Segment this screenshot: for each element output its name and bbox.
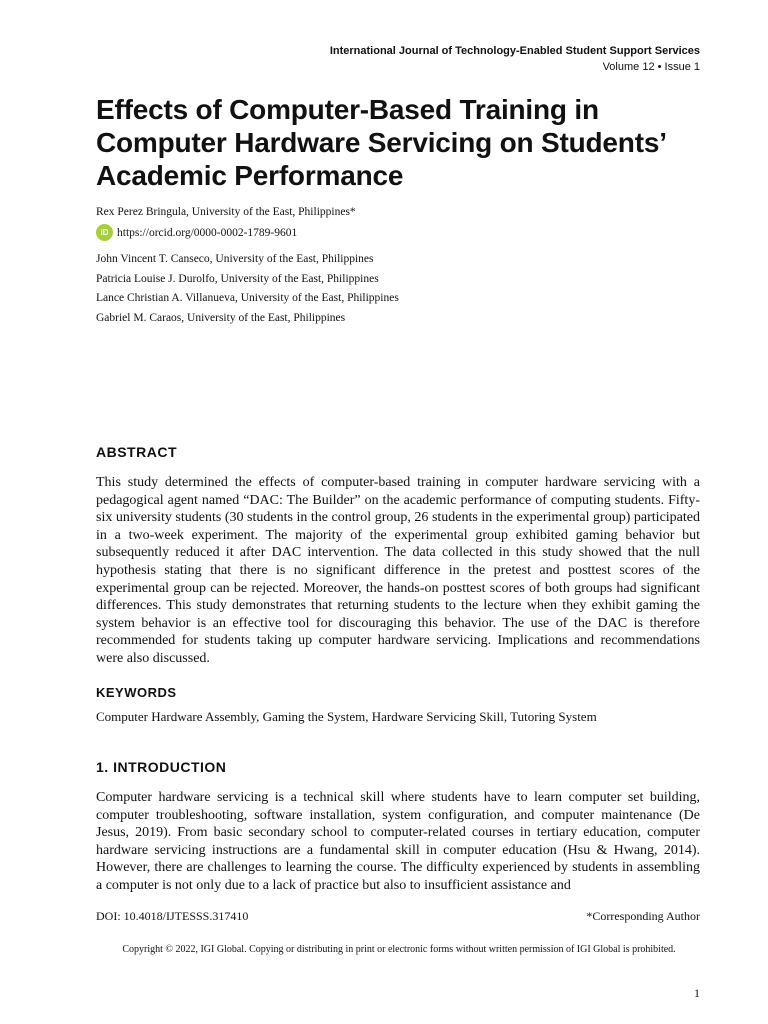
doi: DOI: 10.4018/IJTESSS.317410 [96, 909, 249, 923]
keywords-text: Computer Hardware Assembly, Gaming the System, Hardware Servicing Skill, Tutoring System [96, 709, 597, 724]
abstract-heading: ABSTRACT [96, 444, 177, 460]
orcid-link[interactable]: https://orcid.org/0000-0002-1789-9601 [117, 226, 298, 239]
abstract-text: This study determined the effects of computer-based training in computer hardware servicing with a pedagogical agent named “DAC: The Builder” on the academic performance of computing students. Fifty-six university students (30 students in the control group, 26 students in the experimental group) participated in a two-week experiment. The majority of the experimental group exhibited gaming behavior but subsequently reduced it after DAC intervention. The data collected in this study showed that the null hypothesis stating that there is no significant difference in the pretest and posttest scores of the experimental group can be rejected. Moreover, the hands-on posttest scores of both groups had significant differences. This study demonstrates that returning students to the lecture when they exhibit gaming the system behavior is an effective tool for discouraging this behavior. The use of the DAC is therefore recommended for students taking up computer hardware servicing. Implications and recommendations were also discussed. [96, 475, 700, 666]
volume-issue: Volume 12 • Issue 1 [602, 61, 700, 73]
introduction-heading: 1. INTRODUCTION [96, 759, 227, 775]
coauthor: Patricia Louise J. Durolfo, University of the East, Philippines [96, 272, 379, 285]
coauthor: Lance Christian A. Villanueva, University of the East, Philippines [96, 292, 399, 304]
corresponding-author-note: *Corresponding Author [586, 909, 700, 923]
keywords-heading: KEYWORDS [96, 685, 177, 700]
orcid-icon: iD [96, 224, 113, 241]
introduction-text: Computer hardware servicing is a technical skill where students have to learn computer set building, computer troubleshooting, software installation, system configuration, and computer maintenance (De Jesus, 2019). From basic secondary school to computer-related courses in tertiary education, computer hardware servicing instructions are a fundamental skill in computer education (Hsu & Hwang, 2014). However, there are challenges to learning the course. The difficulty experienced by students in assembling a computer is not only due to a lack of practice but also to insufficient assistance and [96, 790, 700, 893]
coauthor: John Vincent T. Canseco, University of the East, Philippines [96, 253, 374, 265]
orcid-line [96, 224, 297, 241]
main-author: Rex Perez Bringula, University of the East, Philippines* [96, 206, 356, 218]
coauthor: Gabriel M. Caraos, University of the East, Philippines [96, 311, 346, 324]
coauthor-list [96, 250, 399, 328]
paper-title: Effects of Computer-Based Training in Computer Hardware Servicing on Students’ Academic Performance [96, 94, 666, 191]
page-number: 1 [694, 986, 700, 1000]
copyright-notice: Copyright © 2022, IGI Global. Copying or distributing in print or electronic forms without written permission of IGI Global is prohibited. [122, 944, 676, 955]
journal-name: International Journal of Technology-Enabled Student Support Services [329, 45, 700, 57]
